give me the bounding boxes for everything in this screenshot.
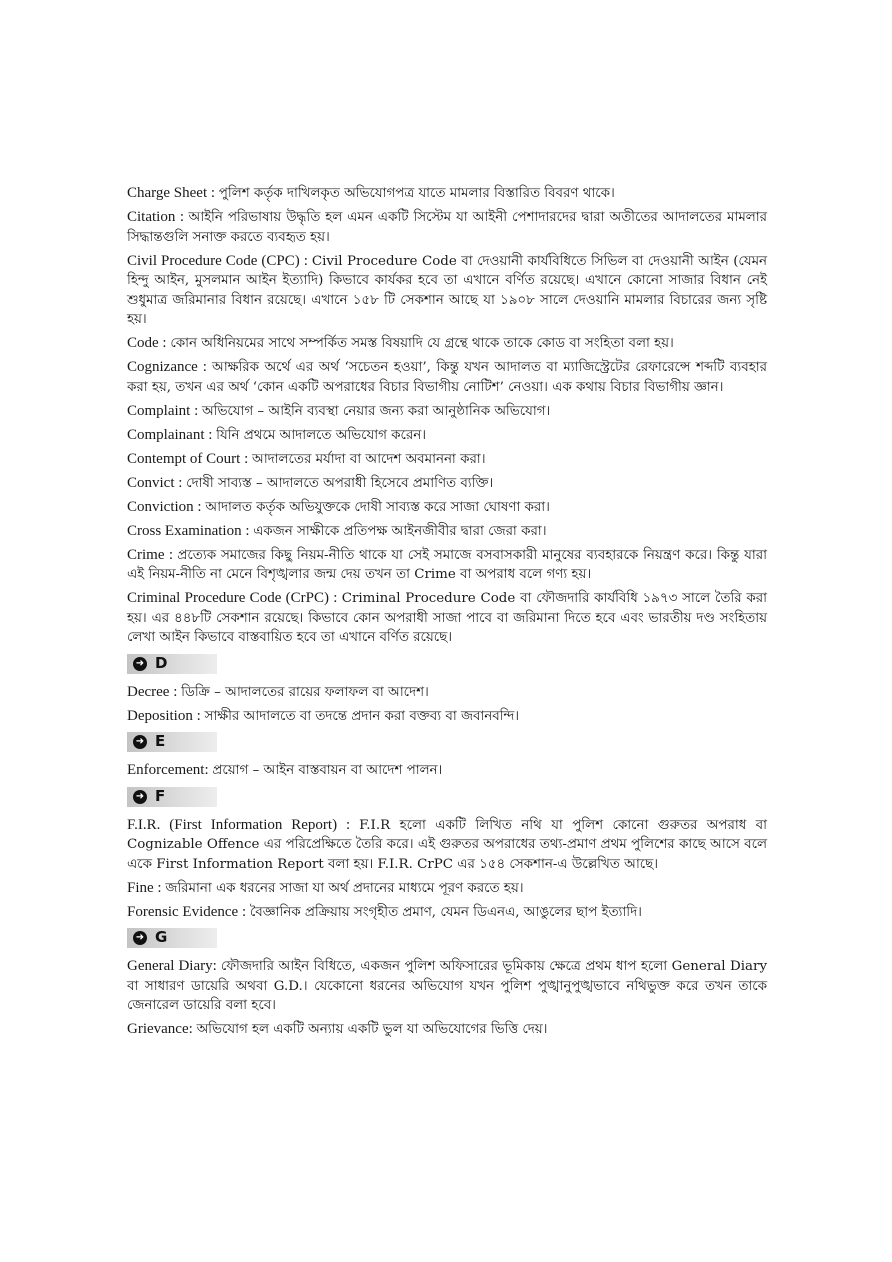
glossary-page xyxy=(127,184,767,1044)
section-header-e xyxy=(127,732,217,752)
term-separator: : xyxy=(175,209,189,225)
glossary-definition: সাক্ষীর আদালতে বা তদন্তে প্রদান করা বক্তব্য বা জবানবন্দি। xyxy=(204,708,520,724)
glossary-entry xyxy=(127,402,767,422)
glossary-definition: F.I.R হলো একটি লিখিত নথি যা পুলিশ কোনো গুরুতর অপরাধ বা Cognizable Offence এর পরিপ্রেক্ষিতে তৈরি করে। এই গুরুতর অপরাধের তথ্য-প্রমাণ প্রথম পুলিশের কাছে আসে বলে একে First Information Report বলা হয়। F.I.R. CrPC এর ১৫৪ সেকশান-এ উল্লেখিত আছে। xyxy=(127,817,767,872)
section-header-g xyxy=(127,928,217,948)
term-separator: : xyxy=(299,252,312,269)
glossary-entry xyxy=(127,426,767,446)
glossary-term: Citation xyxy=(127,209,176,225)
glossary-entry xyxy=(127,903,767,923)
term-separator: : xyxy=(190,402,203,419)
glossary-entry xyxy=(127,358,767,397)
arrow-right-circle-icon: ➜ xyxy=(133,790,147,804)
term-separator: : xyxy=(240,450,252,467)
term-separator: : xyxy=(188,1021,197,1037)
glossary-entry xyxy=(127,522,767,542)
glossary-term: Deposition xyxy=(127,707,193,724)
glossary-definition: অভিযোগ – আইনি ব্যবস্থা নেয়ার জন্য করা আনুষ্ঠানিক অভিযোগ। xyxy=(202,403,551,419)
glossary-definition: বৈজ্ঞানিক প্রক্রিয়ায় সংগৃহীত প্রমাণ, যেমন ডিএনএ, আঙুলের ছাপ ইত্যাদি। xyxy=(249,904,642,920)
glossary-definition: একজন সাক্ষীকে প্রতিপক্ষ আইনজীবীর দ্বারা জেরা করা। xyxy=(253,523,547,539)
glossary-definition: প্রয়োগ – আইন বাস্তবায়ন বা আদেশ পালন। xyxy=(212,763,443,778)
section-letter-f: F xyxy=(155,786,166,805)
term-separator: : xyxy=(241,522,254,539)
term-separator: : xyxy=(193,498,206,515)
group-c xyxy=(127,184,767,648)
glossary-definition: পুলিশ কর্তৃক দাখিলকৃত অভিযোগপত্র যাতে মামলার বিস্তারিত বিবরণ থাকে। xyxy=(218,186,615,201)
glossary-term: Charge Sheet xyxy=(127,185,208,201)
glossary-definition: ডিক্রি – আদালতের রায়ের ফলাফল বা আদেশ। xyxy=(181,684,429,700)
glossary-definition: জরিমানা এক ধরনের সাজা যা অর্থ প্রদানের মাধ্যমে পূরণ করতে হয়। xyxy=(165,880,524,896)
group-g xyxy=(127,957,767,1040)
glossary-definition: ফৌজদারি আইন বিধিতে, একজন পুলিশ অফিসারের ভূমিকায় ক্ষেত্রে প্রথম ধাপ হলো General Diary বা সাধারণ ডায়েরি অথবা G.D.। যেকোনো ধরনের অভিযোগ যখন পুলিশ পুঙ্খানুপুঙ্খভাবে নথিভুক্ত করে তখন তাকে জেনারেল ডায়েরি বলা হবে। xyxy=(127,959,768,1013)
term-separator: : xyxy=(238,903,250,920)
section-letter-e: E xyxy=(155,732,166,751)
section-letter-d: D xyxy=(155,653,168,672)
glossary-entry xyxy=(127,879,767,899)
glossary-term: F.I.R. (First Information Report) xyxy=(127,816,338,833)
group-f xyxy=(127,816,767,923)
glossary-entry xyxy=(127,498,767,518)
glossary-definition: আদালত কর্তৃক অভিযুক্তকে দোষী সাব্যস্ত করে সাজা ঘোষণা করা। xyxy=(205,499,550,515)
term-separator: : xyxy=(192,707,205,724)
glossary-term: Enforcement xyxy=(127,762,205,778)
section-letter-g: G xyxy=(155,928,168,947)
arrow-right-circle-icon: ➜ xyxy=(133,657,147,671)
glossary-definition: প্রত্যেক সমাজের কিছু নিয়ম-নীতি থাকে যা সেই সমাজে বসবাসকারী মানুষের ব্যবহারকে নিয়ন্ত্রণ করে। কিন্তু যারা এই নিয়ম-নীতি না মেনে বিশৃঙ্খলার জন্ম দেয় তখন তা Crime বা অপরাধ বলে গণ্য হয়। xyxy=(127,547,767,582)
glossary-entry xyxy=(127,184,767,204)
term-separator: : xyxy=(197,359,212,375)
glossary-term: Grievance xyxy=(127,1021,189,1037)
arrow-right-circle-icon: ➜ xyxy=(133,735,147,749)
glossary-entry xyxy=(127,474,767,494)
term-separator: : xyxy=(153,879,166,896)
glossary-term: Complainant xyxy=(127,426,205,443)
glossary-entry xyxy=(127,546,767,585)
glossary-entry xyxy=(127,334,767,354)
glossary-entry xyxy=(127,1020,767,1040)
term-separator: : xyxy=(174,474,187,491)
section-header-d xyxy=(127,654,217,674)
glossary-term: General Diary xyxy=(127,958,213,974)
term-separator: : xyxy=(158,335,171,351)
glossary-definition: Civil Procedure Code বা দেওয়ানী কার্যবিধিতে সিভিল বা দেওয়ানী আইন (যেমন হিন্দু আইন, মুসলমান আইন ইত্যাদি) কিভাবে কার্যকর হবে তা এখানে বর্ণিত রয়েছে। এখানে কোনো সাজার বিধান নেই শুধুমাত্র জরিমানার বিধান রয়েছে। এখানে ১৫৮ টি সেকশান আছে যা ১৯০৮ সালে দেওয়ানি মামলার বিচারের জন্য সৃষ্টি হয়। xyxy=(127,253,768,327)
glossary-entry xyxy=(127,957,767,1016)
glossary-entry xyxy=(127,208,767,247)
glossary-term: Cognizance xyxy=(127,359,198,375)
glossary-definition: আক্ষরিক অর্থে এর অর্থ ‘সচেতন হওয়া’, কিন্তু যখন আদালত বা ম্যাজিস্ট্রেটের রেফারেন্সে শব্দটি ব্যবহার করা হয়, তখন এর অর্থ ‘কোন একটি অপরাধের বিচার বিভাগীয় নোটিশ’ নেওয়া। এক কথায় বিচার বিভাগীয় জ্ঞান। xyxy=(127,360,768,395)
glossary-term: Decree xyxy=(127,683,170,700)
term-separator: : xyxy=(328,590,342,606)
term-separator: : xyxy=(204,426,217,443)
group-d xyxy=(127,683,767,727)
term-separator: : xyxy=(164,546,178,563)
glossary-definition: আইনি পরিভাষায় উদ্ধৃতি হল এমন একটি সিস্টেম যা আইনী পেশাদারদের দ্বারা অতীতের আদালতের মামলার সিদ্ধান্তগুলি সনাক্ত করতে ব্যবহৃত হয়। xyxy=(127,210,767,245)
glossary-term: Code xyxy=(127,335,159,351)
glossary-definition: দোষী সাব্যস্ত – আদালতে অপরাধী হিসেবে প্রমাণিত ব্যক্তি। xyxy=(186,475,494,491)
glossary-definition: কোন অধিনিয়মের সাথে সম্পর্কিত সমস্ত বিষয়াদি যে গ্রন্থে থাকে তাকে কোড বা সংহিতা বলা হয়। xyxy=(170,336,674,351)
term-separator: : xyxy=(337,816,360,833)
glossary-entry xyxy=(127,683,767,703)
term-separator: : xyxy=(212,958,221,974)
glossary-definition: যিনি প্রথমে আদালতে অভিযোগ করেন। xyxy=(216,427,427,443)
glossary-entry xyxy=(127,707,767,727)
glossary-term: Convict xyxy=(127,474,175,491)
glossary-term: Complaint xyxy=(127,402,191,419)
glossary-entry xyxy=(127,252,767,330)
glossary-term: Fine xyxy=(127,879,154,896)
glossary-term: Conviction xyxy=(127,498,194,515)
glossary-definition: অভিযোগ হল একটি অন্যায় একটি ভুল যা অভিযোগের ভিত্তি দেয়। xyxy=(196,1022,548,1037)
term-separator: : xyxy=(207,185,219,201)
glossary-term: Criminal Procedure Code (CrPC) xyxy=(127,590,329,606)
term-separator: : xyxy=(204,762,213,778)
glossary-entry xyxy=(127,761,767,781)
glossary-definition: Criminal Procedure Code বা ফৌজদারি কার্যবিধি ১৯৭৩ সালে তৈরি করা হয়। এর ৪৪৮টি সেকশান রয়েছে। কিভাবে কোন অপরাধী সাজা পাবে বা জরিমানা দিতে হবে এবং ভারতীয় দণ্ড সংহিতায় লেখা আইন কিভাবে বাস্তবায়িত হবে তা এখানে বর্ণিত রয়েছে। xyxy=(127,591,767,645)
glossary-entry xyxy=(127,816,767,875)
glossary-term: Forensic Evidence xyxy=(127,903,239,920)
glossary-definition: আদালতের মর্যাদা বা আদেশ অবমাননা করা। xyxy=(252,451,486,467)
section-header-f xyxy=(127,787,217,807)
glossary-term: Cross Examination xyxy=(127,522,242,539)
term-separator: : xyxy=(169,683,182,700)
arrow-right-circle-icon: ➜ xyxy=(133,931,147,945)
group-e xyxy=(127,761,767,781)
glossary-term: Contempt of Court xyxy=(127,450,241,467)
glossary-entry xyxy=(127,589,767,648)
glossary-term: Crime xyxy=(127,546,165,563)
glossary-term: Civil Procedure Code (CPC) xyxy=(127,252,300,269)
glossary-entry xyxy=(127,450,767,470)
